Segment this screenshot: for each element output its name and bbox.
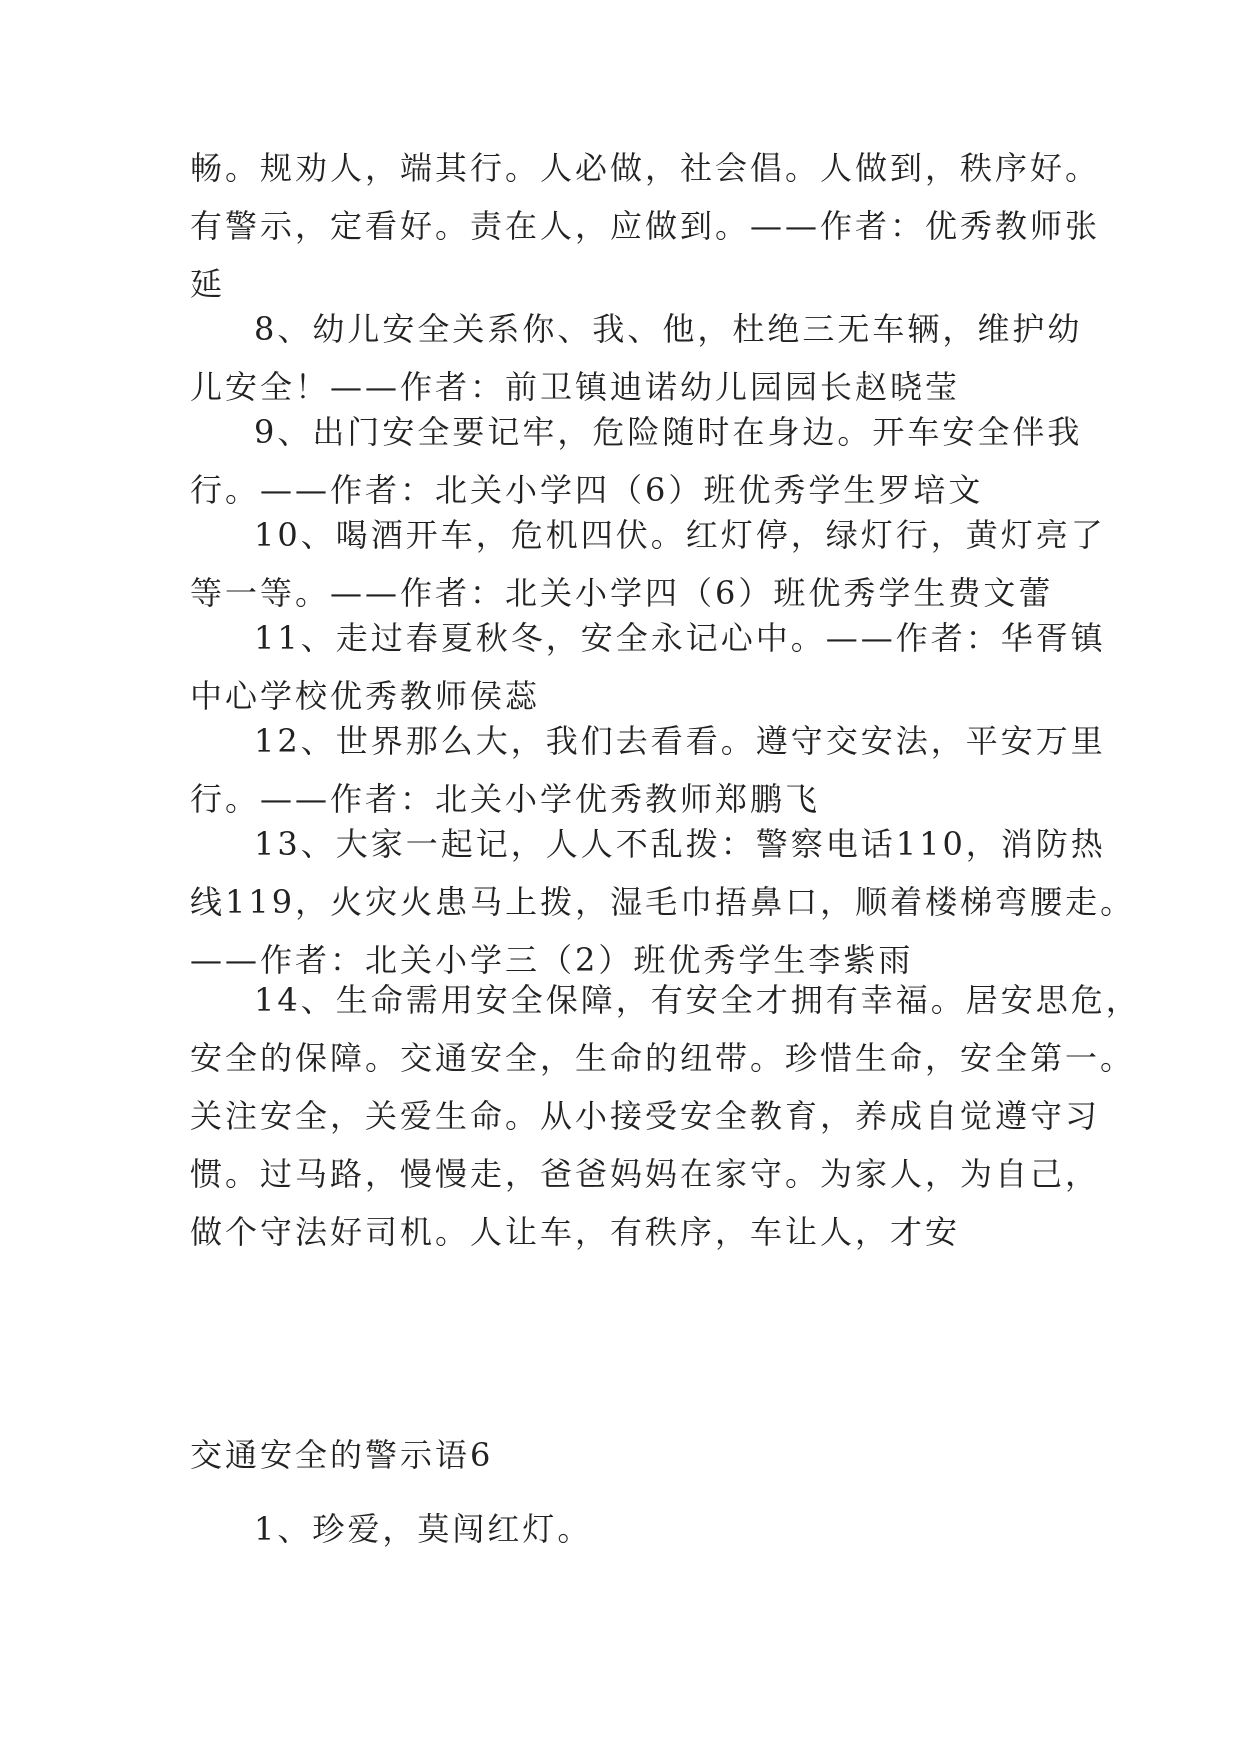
section-first-item: 1、珍爱，莫闯红灯。	[254, 1510, 593, 1548]
text-line: 等一等。——作者：北关小学四（6）班优秀学生费文蕾	[190, 574, 1054, 612]
text-line: 14、生命需用安全保障，有安全才拥有幸福。居安思危，	[254, 981, 1141, 1019]
slogan-item-9	[190, 403, 1083, 519]
text-line: 9、出门安全要记牢，危险随时在身边。开车安全伴我	[254, 413, 1083, 451]
continuation-paragraph	[190, 139, 1101, 313]
text-line: 线119，火灾火患马上拨，湿毛巾捂鼻口，顺着楼梯弯腰走。	[190, 883, 1136, 921]
text-line: 13、大家一起记，人人不乱拨：警察电话110，消防热	[254, 825, 1106, 863]
text-line: 关注安全，关爱生命。从小接受安全教育，养成自觉遵守习	[190, 1097, 1101, 1135]
text-line: 做个守法好司机。人让车，有秩序，车让人，才安	[190, 1213, 961, 1251]
text-line: ——作者：北关小学三（2）班优秀学生李紫雨	[190, 941, 914, 979]
text-line: 10、喝酒开车，危机四伏。红灯停，绿灯行，黄灯亮了	[254, 516, 1106, 554]
text-line: 12、世界那么大，我们去看看。遵守交安法，平安万里	[254, 722, 1106, 760]
text-line: 行。——作者：北关小学四（6）班优秀学生罗培文	[190, 471, 984, 509]
slogan-item-12	[190, 712, 1106, 828]
slogan-item-11	[190, 609, 1106, 725]
text-line: 8、幼儿安全关系你、我、他，杜绝三无车辆，维护幼	[254, 310, 1083, 348]
section-heading: 交通安全的警示语6	[190, 1436, 494, 1474]
text-line: 有警示，定看好。责在人，应做到。——作者：优秀教师张	[190, 207, 1101, 245]
slogan-item-14	[190, 971, 1141, 1261]
text-line: 行。——作者：北关小学优秀教师郑鹏飞	[190, 780, 821, 818]
text-line: 畅。规劝人，端其行。人必做，社会倡。人做到，秩序好。	[190, 149, 1101, 187]
text-line: 11、走过春夏秋冬，安全永记心中。——作者：华胥镇	[254, 619, 1106, 657]
text-line: 儿安全！——作者：前卫镇迪诺幼儿园园长赵晓莹	[190, 368, 961, 406]
slogan-item-8	[190, 300, 1083, 416]
text-line: 安全的保障。交通安全，生命的纽带。珍惜生命，安全第一。	[190, 1039, 1136, 1077]
slogan-item-13	[190, 815, 1136, 989]
text-line: 惯。过马路，慢慢走，爸爸妈妈在家守。为家人，为自己，	[190, 1155, 1101, 1193]
slogan-item-10	[190, 506, 1106, 622]
text-line: 延	[190, 265, 226, 303]
text-line: 中心学校优秀教师侯蕊	[190, 677, 541, 715]
